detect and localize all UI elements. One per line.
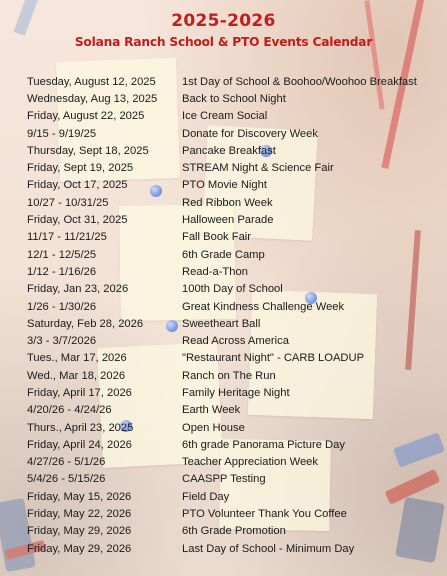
event-date: Thurs., April 23, 2025 (27, 421, 134, 434)
events-list (27, 73, 442, 557)
event-name: Halloween Parade (182, 214, 274, 227)
event-date: Friday, Sept 19, 2025 (27, 162, 134, 175)
event-name: Earth Week (182, 404, 241, 417)
event-row (27, 281, 442, 298)
event-date: Friday, Oct 17, 2025 (27, 179, 128, 192)
event-date: Friday, Jan 23, 2026 (27, 283, 129, 296)
event-row (27, 454, 442, 471)
event-name: Last Day of School - Minimum Day (182, 542, 355, 555)
event-date: Friday, April 24, 2026 (27, 438, 132, 451)
event-row (27, 298, 442, 315)
calendar-header (0, 9, 447, 51)
event-row (27, 229, 442, 246)
event-row (27, 488, 442, 505)
event-row (27, 263, 442, 280)
event-row (27, 159, 442, 176)
event-row (27, 246, 442, 263)
event-row (27, 471, 442, 488)
event-row (27, 436, 442, 453)
event-row (27, 211, 442, 228)
event-row (27, 332, 442, 349)
event-row (27, 367, 442, 384)
event-name: 100th Day of School (182, 283, 283, 296)
event-date: 3/3 - 3/7/2026 (27, 335, 97, 348)
event-date: 4/20/26 - 4/24/26 (27, 404, 112, 417)
event-name: Field Day (182, 490, 230, 503)
event-row (27, 419, 442, 436)
event-row (27, 315, 442, 332)
event-row (27, 350, 442, 367)
event-name: 6th Grade Camp (182, 248, 265, 261)
event-row (27, 523, 442, 540)
event-name: Family Heritage Night (182, 386, 290, 399)
event-row (27, 108, 442, 125)
event-row (27, 505, 442, 522)
event-date: 1/12 - 1/16/26 (27, 265, 97, 278)
school-year: 2025-2026 (171, 11, 276, 31)
event-date: 10/27 - 10/31/25 (27, 196, 109, 209)
event-row (27, 73, 442, 90)
event-name: Red Ribbon Week (182, 196, 273, 209)
event-date: Friday, April 17, 2026 (27, 386, 132, 399)
event-date: Wed., Mar 18, 2026 (27, 369, 126, 382)
event-date: Friday, May 22, 2026 (27, 508, 132, 521)
event-date: Tues., Mar 17, 2026 (27, 352, 127, 365)
calendar-title: Solana Ranch School & PTO Events Calendar (74, 35, 373, 49)
event-date: Friday, Oct 31, 2025 (27, 214, 128, 227)
event-date: Friday, August 22, 2025 (27, 110, 145, 123)
event-name: Fall Book Fair (182, 231, 252, 244)
event-name: Open House (182, 421, 245, 434)
event-name: Sweetheart Ball (182, 317, 261, 330)
event-row (27, 402, 442, 419)
event-date: 4/27/26 - 5/1/26 (27, 456, 106, 469)
event-name: Ranch on The Run (182, 369, 276, 382)
event-row (27, 384, 442, 401)
event-name: STREAM Night & Science Fair (182, 162, 334, 175)
event-name: Back to School Night (182, 92, 286, 105)
event-name: "Restaurant Night" - CARB LOADUP (182, 352, 365, 365)
event-name: Great Kindness Challenge Week (182, 300, 345, 313)
event-date: Friday, May 29, 2026 (27, 542, 132, 555)
event-name: Read-a-Thon (182, 265, 248, 278)
event-row (27, 125, 442, 142)
event-name: PTO Volunteer Thank You Coffee (182, 508, 347, 521)
event-row (27, 142, 442, 159)
event-date: 11/17 - 11/21/25 (27, 231, 107, 244)
event-date: 12/1 - 12/5/25 (27, 248, 97, 261)
event-name: Teacher Appreciation Week (182, 456, 318, 469)
event-row (27, 540, 442, 557)
event-name: Read Across America (182, 335, 289, 348)
event-date: 5/4/26 - 5/15/26 (27, 473, 106, 486)
event-name: PTO Movie Night (182, 179, 267, 192)
event-date: Tuesday, August 12, 2025 (27, 75, 156, 88)
event-name: 6th grade Panorama Picture Day (182, 438, 345, 451)
event-date: Friday, May 29, 2026 (27, 525, 132, 538)
event-row (27, 177, 442, 194)
event-name: 1st Day of School & Boohoo/Woohoo Breakfast (182, 75, 417, 88)
event-row (27, 90, 442, 107)
event-date: 9/15 - 9/19/25 (27, 127, 97, 140)
event-name: 6th Grade Promotion (182, 525, 286, 538)
event-date: Wednesday, Aug 13, 2025 (27, 92, 158, 105)
event-name: Ice Cream Social (182, 110, 268, 123)
event-name: CAASPP Testing (182, 473, 266, 486)
event-name: Pancake Breakfast (182, 144, 276, 157)
event-date: Saturday, Feb 28, 2026 (27, 317, 144, 330)
event-name: Donate for Discovery Week (182, 127, 318, 140)
event-date: 1/26 - 1/30/26 (27, 300, 97, 313)
event-date: Friday, May 15, 2026 (27, 490, 132, 503)
event-date: Thursday, Sept 18, 2025 (27, 144, 149, 157)
event-row (27, 194, 442, 211)
